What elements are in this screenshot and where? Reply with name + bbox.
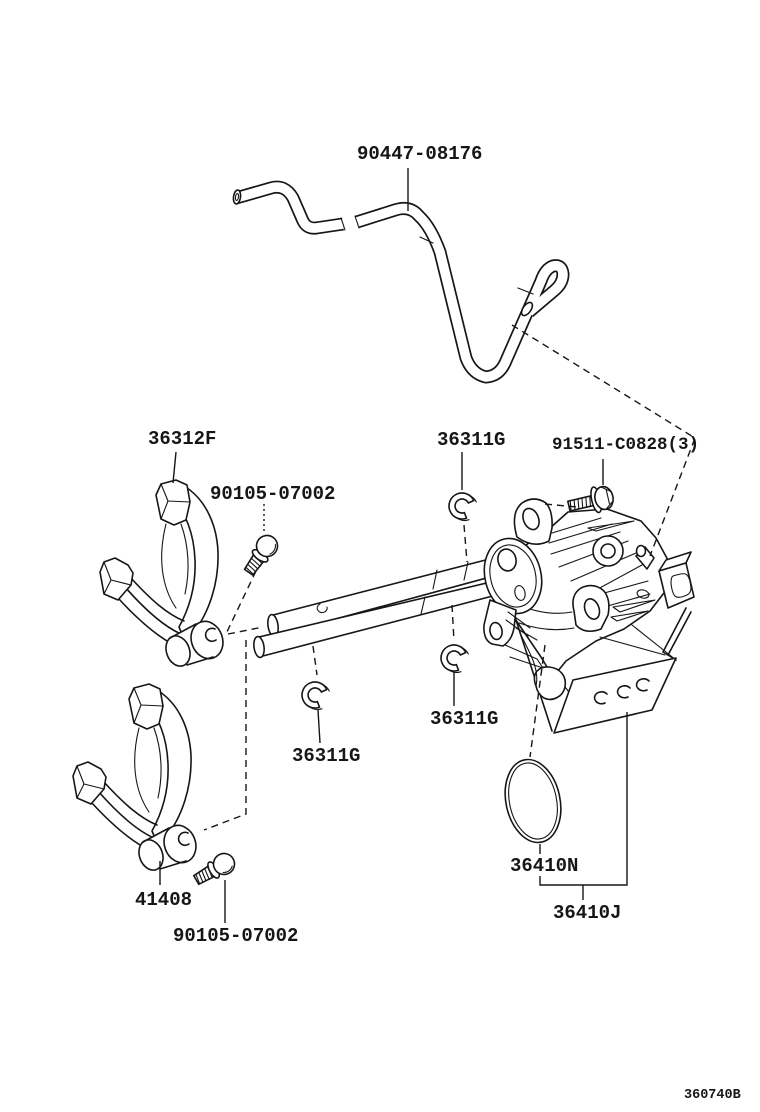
callout-labels	[135, 143, 741, 1103]
shift-fork-upper	[100, 480, 228, 669]
fork-bolt-upper	[240, 531, 282, 578]
callout-o-ring: 36410N	[510, 855, 579, 877]
callout-fork-lower: 41408	[135, 889, 193, 911]
fork-bolt-lower	[191, 850, 238, 889]
callout-actuator-bolt: 91511-C0828(3)	[552, 435, 700, 455]
callout-hose: 90447-08176	[357, 143, 483, 165]
callout-bolt-upper: 90105-07002	[210, 483, 336, 505]
o-ring	[498, 754, 568, 847]
shift-fork-lower	[73, 684, 201, 873]
callout-snap-ring-top: 36311G	[437, 429, 506, 451]
callout-bolt-lower: 90105-07002	[173, 925, 299, 947]
snap-ring-mid	[441, 645, 468, 673]
snap-ring-left	[302, 682, 329, 710]
shift-actuator-assembly	[477, 499, 694, 733]
callout-actuator-assembly: 36410J	[553, 902, 622, 924]
callout-fork-upper: 36312F	[148, 428, 217, 450]
callout-snap-ring-mid: 36311G	[430, 708, 499, 730]
callout-snap-ring-left: 36311G	[292, 745, 361, 767]
drawing-code: 360740B	[684, 1088, 741, 1103]
breather-hose	[233, 187, 563, 377]
snap-ring-top	[449, 493, 476, 521]
